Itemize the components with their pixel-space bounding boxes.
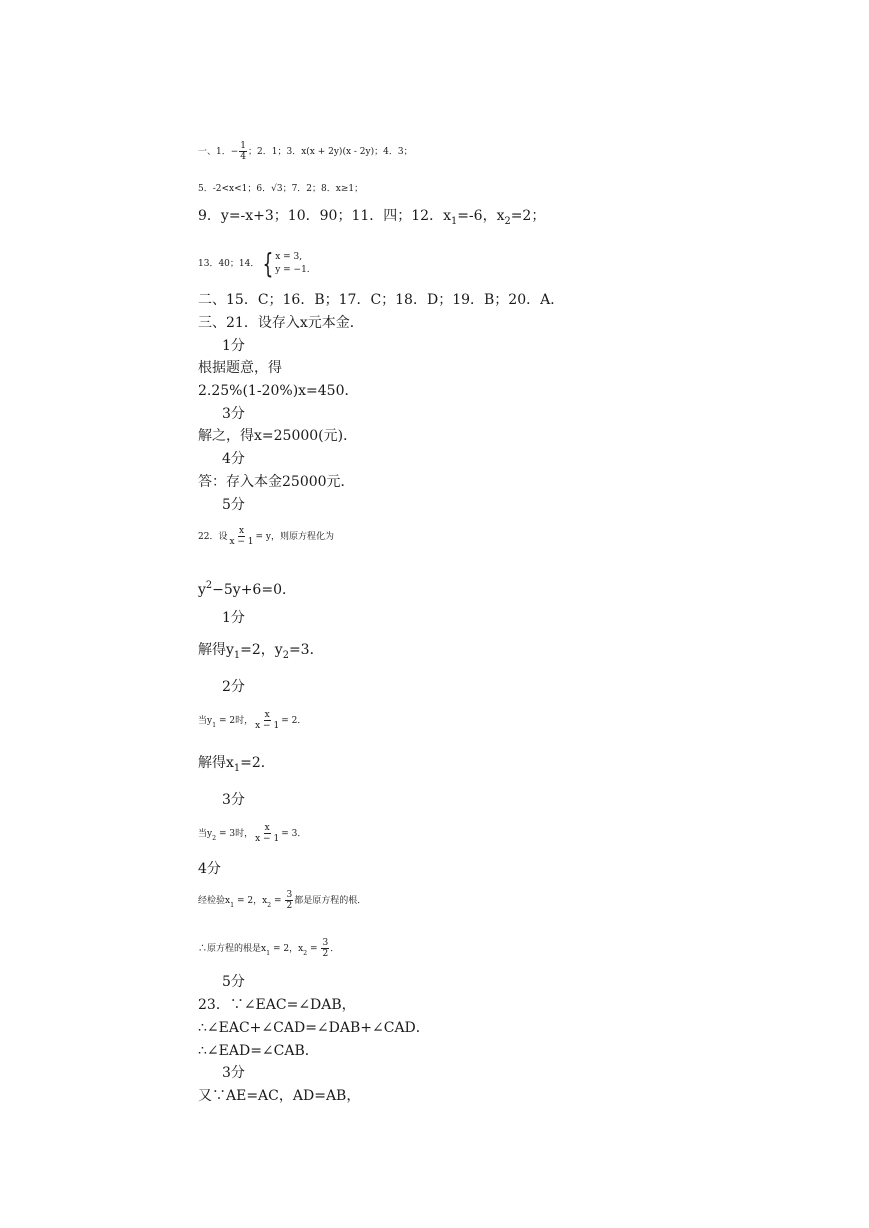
fraction: [228, 526, 254, 547]
points: 1分: [222, 610, 245, 626]
denominator: x − 1: [255, 721, 280, 731]
text: 9．y=-x+3；10．90；11．四；12．x: [198, 208, 451, 224]
denominator: x − 1: [255, 834, 280, 844]
answer-line-4: [198, 247, 310, 280]
subscript: 2: [267, 902, 272, 909]
numerator: x: [264, 823, 270, 833]
text: ；7．2；8．x≥1；: [282, 184, 364, 194]
points: 4分: [222, 451, 245, 467]
subscript: 2: [212, 835, 217, 842]
points: 4分: [198, 861, 221, 877]
text-line: 解之，得x=25000(元)．: [198, 428, 358, 444]
text: = 2，x: [234, 896, 268, 906]
subscript: 1: [233, 650, 241, 661]
text: = y，则原方程化为: [255, 532, 335, 542]
points: 5分: [222, 497, 245, 513]
subscript: 1: [230, 902, 235, 909]
text: =: [271, 896, 285, 906]
solution-line: [198, 641, 324, 665]
proof-line: 23．∵∠EAC=∠DAB，: [198, 997, 356, 1013]
points: 5分: [222, 974, 245, 990]
text: −5y+6=0．: [212, 582, 296, 598]
check-line: [198, 890, 366, 912]
subscript: 2: [504, 216, 511, 227]
points: 1分: [222, 338, 245, 354]
text: 当y: [198, 716, 213, 726]
system-row: y = −1.: [275, 265, 310, 275]
system-row: x = 3,: [275, 252, 303, 262]
fraction: [285, 890, 293, 911]
text: 都是原方程的根．: [294, 896, 367, 906]
superscript: 2: [205, 580, 213, 591]
subscript: 1: [212, 722, 217, 729]
text: 22．设: [198, 532, 228, 542]
text: =3．: [288, 642, 324, 658]
text: 5．-2<x<1；6．: [198, 184, 272, 194]
roots-line: [198, 938, 339, 960]
proof-line: ∴∠EAC+∠CAD=∠DAB+∠CAD．: [198, 1020, 430, 1036]
equation-system: [259, 247, 310, 280]
denominator: 2: [286, 901, 293, 911]
text: =2；: [510, 208, 546, 224]
proof-line: 又∵AE=AC，AD=AB，: [198, 1088, 361, 1104]
fraction: [321, 938, 329, 959]
q21-title: 三、21．设存入x元本金．: [198, 315, 364, 331]
result-line: [198, 754, 275, 778]
text: ；2．1；3．x(x + 2y)(x - 2y)；4．3；: [248, 147, 413, 157]
text: 当y: [198, 829, 213, 839]
q22-title: [198, 526, 334, 547]
text: =2．: [240, 755, 275, 771]
denominator: x − 1: [229, 537, 254, 547]
answer-line-3: [198, 207, 545, 231]
text: 解得x: [198, 755, 234, 771]
points: 3分: [222, 1065, 245, 1081]
case-line-1: [198, 710, 306, 732]
brace-icon: {: [262, 247, 274, 280]
text: =: [307, 944, 321, 954]
equation: 2.25%(1-20%)x=450．: [198, 383, 359, 399]
numerator: 3: [322, 938, 329, 948]
mc-answers: 二、15．C；16．B；17．C；18．D；19．B；20．A．: [198, 292, 565, 308]
text: y: [198, 582, 206, 598]
proof-line: ∴∠EAD=∠CAB．: [198, 1043, 319, 1059]
denominator: 2: [322, 949, 329, 959]
points: 3分: [222, 406, 245, 422]
subscript: 1: [266, 950, 271, 957]
text: = 3．: [281, 829, 307, 839]
text: = 2时，: [216, 716, 254, 726]
subscript: 2: [282, 650, 289, 661]
text: ∴原方程的根是x: [198, 944, 267, 954]
subscript: 1: [233, 763, 241, 774]
fraction: [254, 710, 280, 731]
answer-line-1: [198, 141, 413, 162]
answer-line-2: [198, 183, 363, 195]
numerator: 1: [240, 141, 247, 151]
text-line: 答：存入本金25000元．: [198, 474, 355, 490]
text: 一、1．: [198, 147, 231, 157]
points: 2分: [222, 679, 245, 695]
numerator: x: [238, 526, 245, 536]
text: = 2，x: [270, 944, 304, 954]
text-line: 根据题意，得: [198, 360, 282, 376]
text: −: [230, 147, 239, 157]
numerator: 3: [286, 890, 293, 900]
numerator: x: [264, 710, 270, 720]
equation: [198, 577, 296, 599]
text: 13．40；14．: [198, 259, 260, 269]
sqrt-text: √3: [271, 184, 283, 194]
text: = 3时，: [216, 829, 254, 839]
fraction: [254, 823, 280, 844]
text: ．: [330, 944, 340, 954]
text: = 2．: [281, 716, 307, 726]
subscript: 1: [450, 216, 458, 227]
denominator: 4: [240, 152, 247, 162]
case-line-2: [198, 823, 306, 845]
fraction: [239, 141, 247, 162]
text: 经检验x: [198, 896, 231, 906]
text: =-6，x: [457, 208, 505, 224]
text: 解得y: [198, 642, 234, 658]
text: =2，y: [240, 642, 283, 658]
subscript: 2: [303, 950, 308, 957]
points: 3分: [222, 792, 245, 808]
